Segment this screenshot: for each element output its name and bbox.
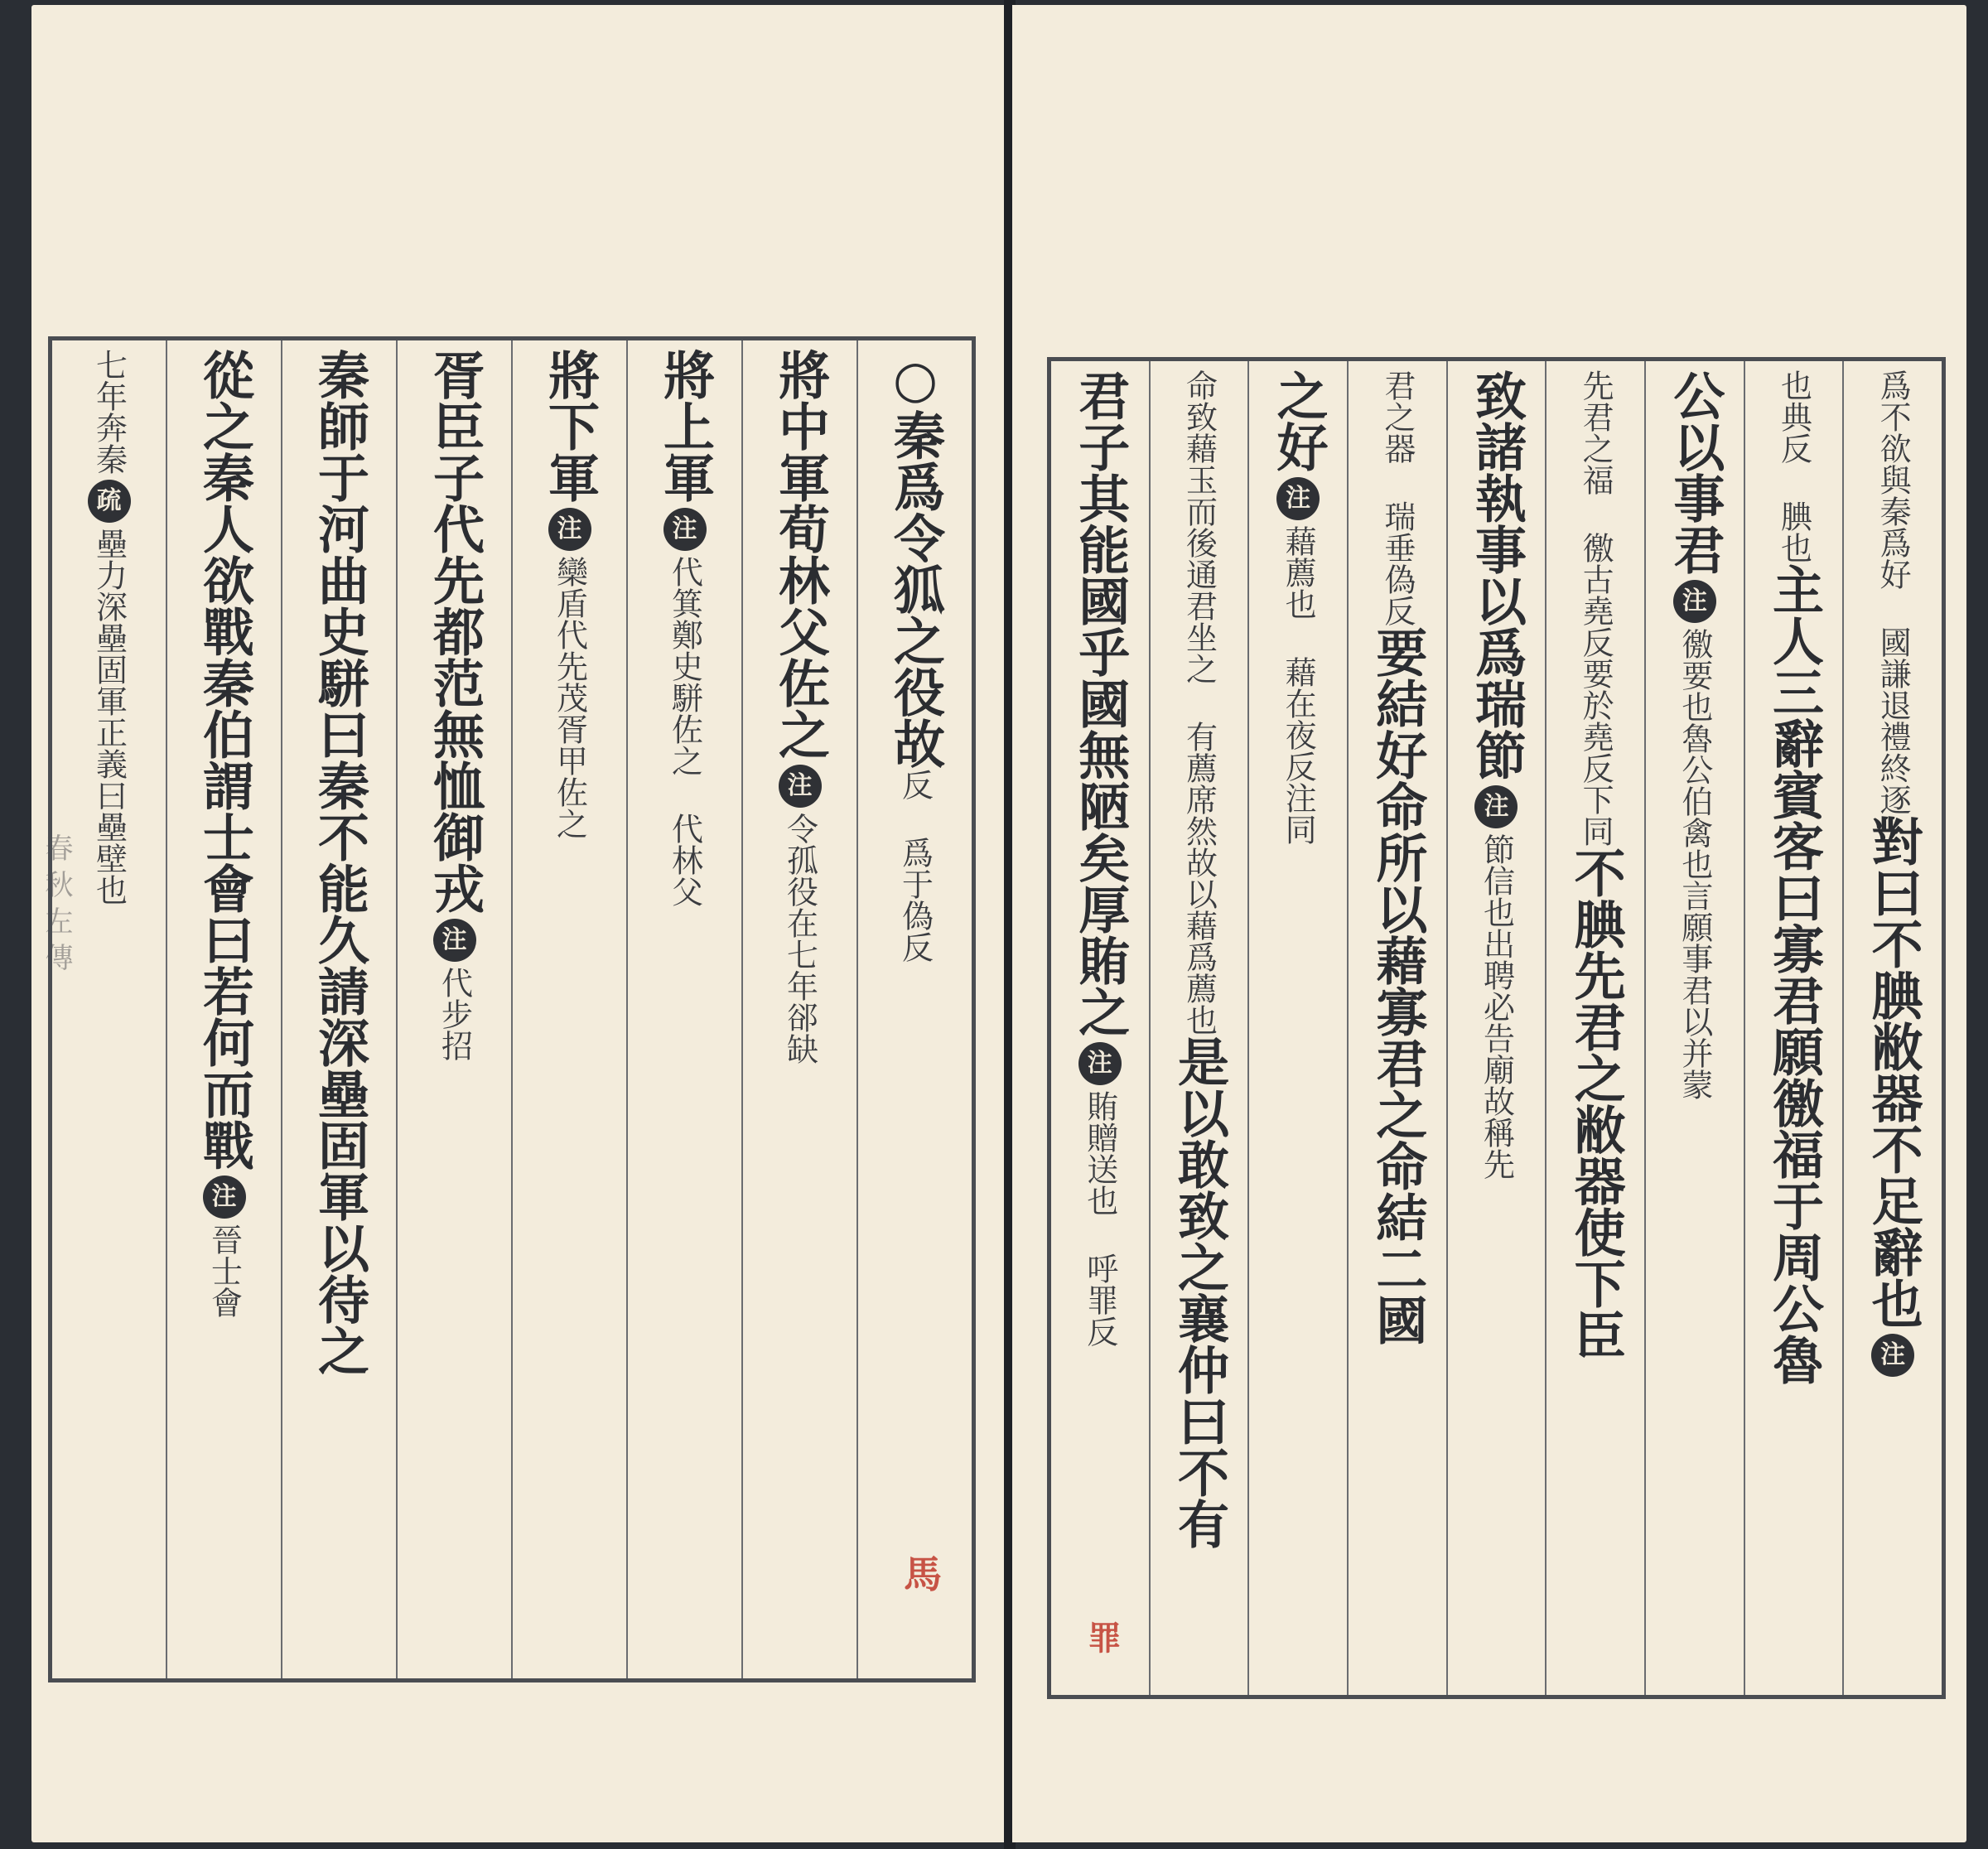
left-col2-note: 令孤役在七年郤缺 bbox=[781, 813, 818, 1065]
left-columns bbox=[52, 340, 972, 1678]
right-column-8 bbox=[1149, 361, 1248, 1695]
red-stamp: 馬 bbox=[898, 1554, 943, 1592]
right-column-1 bbox=[1842, 361, 1942, 1695]
left-edge-faint-text: 春秋左傳 bbox=[40, 833, 73, 979]
left-col4-note: 欒盾代先茂胥甲佐之 bbox=[551, 556, 588, 839]
annotation-marker: 注 bbox=[1276, 477, 1320, 520]
left-column-3 bbox=[626, 340, 741, 1678]
right-column-2 bbox=[1744, 361, 1843, 1695]
left-col3-note: 代箕鄭史駢佐之 代林父 bbox=[666, 556, 703, 907]
right-col3-main: 公以事君 bbox=[1664, 369, 1725, 575]
right-col6-note: 君之器 瑞垂偽反 bbox=[1378, 369, 1416, 626]
left-column-4 bbox=[511, 340, 626, 1678]
red-stamp: 罪 bbox=[1083, 1620, 1122, 1653]
annotation-marker: 注 bbox=[779, 765, 822, 808]
left-column-5 bbox=[396, 340, 511, 1678]
left-column-8 bbox=[52, 340, 166, 1678]
right-col3-note: 徼要也魯公伯禽也言願事君以并蒙 bbox=[1676, 628, 1713, 1100]
right-col9-main: 君子其能國乎國無陋矣厚賄之 bbox=[1069, 369, 1131, 1037]
right-col4-note: 先君之福 徼古堯反要於堯反下同 bbox=[1577, 369, 1614, 847]
left-text-frame bbox=[48, 336, 976, 1682]
right-col1-note: 爲不欲與秦爲好 國謙退禮終逐 bbox=[1875, 369, 1912, 815]
annotation-marker: 注 bbox=[203, 1176, 246, 1219]
right-col9-note: 賄贈送也 呼罪反 bbox=[1081, 1090, 1118, 1347]
left-col2-main: 將中軍荀林父佐之 bbox=[770, 349, 831, 760]
left-column-6 bbox=[281, 340, 396, 1678]
left-col1-note: 反 爲于偽反 bbox=[896, 769, 934, 963]
right-column-9 bbox=[1051, 361, 1149, 1695]
left-col6-main: 秦師于河曲史駢曰秦不能久請深壘固軍以待之 bbox=[309, 349, 370, 1376]
right-column-5 bbox=[1446, 361, 1546, 1695]
right-col7-note: 藉薦也 藉在夜反注同 bbox=[1280, 525, 1317, 845]
right-col6-main: 要結好命所以藉寡君之命結二國 bbox=[1367, 626, 1428, 1345]
annotation-marker: 注 bbox=[1474, 785, 1518, 828]
left-col1-main: ○秦爲令狐之役故 bbox=[885, 349, 946, 769]
left-col7-main: 從之秦人欲戰秦伯謂士會曰若何而戰 bbox=[194, 349, 255, 1171]
right-col8-main: 是以敢致之襄仲曰不有 bbox=[1169, 1036, 1230, 1549]
left-page bbox=[31, 5, 1006, 1842]
commentary-marker: 疏 bbox=[88, 480, 131, 523]
left-column-7 bbox=[166, 340, 281, 1678]
right-col5-main: 致諸執事以爲瑞節 bbox=[1466, 369, 1527, 780]
annotation-marker: 注 bbox=[548, 508, 591, 551]
annotation-marker: 注 bbox=[433, 919, 476, 962]
annotation-marker: 注 bbox=[663, 508, 707, 551]
annotation-marker: 注 bbox=[1673, 580, 1716, 623]
right-col7-main: 之好 bbox=[1268, 369, 1329, 472]
left-col5-note: 代步招 bbox=[436, 967, 473, 1061]
right-column-6 bbox=[1347, 361, 1446, 1695]
right-column-7 bbox=[1247, 361, 1347, 1695]
right-col4-main: 不腆先君之敝器使下臣 bbox=[1566, 847, 1627, 1360]
right-columns bbox=[1051, 361, 1942, 1695]
right-col2-note: 也典反 腆也 bbox=[1775, 369, 1812, 563]
right-col8-note: 命致藉玉而後通君坐之 有薦席然故以藉爲薦也 bbox=[1180, 369, 1218, 1036]
right-col2-main: 主人三辭賓客曰寡君願徼福于周公魯 bbox=[1764, 563, 1825, 1385]
left-col4-main: 將下軍 bbox=[539, 349, 601, 503]
annotation-marker: 注 bbox=[1078, 1042, 1122, 1085]
right-col1-main: 對曰不腆敝器不足辭也 bbox=[1863, 815, 1924, 1329]
left-col8-note: 壘力深壘固軍正義曰壘壁也 bbox=[90, 528, 128, 905]
right-text-frame bbox=[1047, 357, 1946, 1699]
right-page bbox=[1012, 5, 1966, 1842]
annotation-marker: 注 bbox=[1871, 1334, 1914, 1377]
left-column-2 bbox=[741, 340, 856, 1678]
left-col5-main: 胥臣子代先都范無恤御戎 bbox=[424, 349, 485, 914]
right-column-3 bbox=[1644, 361, 1744, 1695]
right-col5-note: 節信也出聘必告廟故稱先 bbox=[1478, 833, 1515, 1180]
left-column-1 bbox=[856, 340, 972, 1678]
right-column-4 bbox=[1545, 361, 1644, 1695]
left-col3-main: 將上軍 bbox=[654, 349, 716, 503]
left-col7-note: 晉士會 bbox=[205, 1224, 243, 1318]
left-col8-main: 七年奔秦 bbox=[90, 349, 128, 475]
